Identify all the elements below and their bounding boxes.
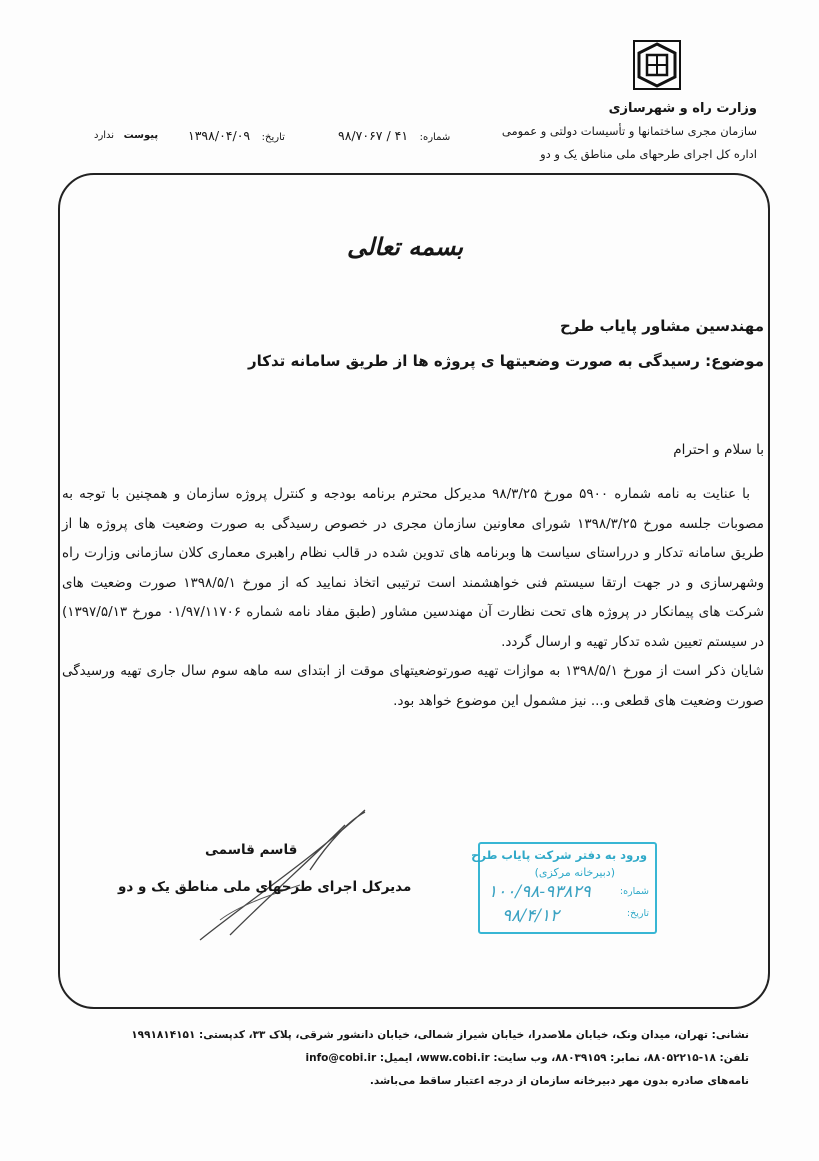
ministry-logo — [633, 40, 681, 90]
attachment-value: ندارد — [94, 130, 115, 141]
greeting: با سلام و احترام — [673, 442, 764, 458]
stamp-number-label: شماره: — [619, 886, 649, 897]
stamp-handwritten-date: ۹۸/۴/۱۲ — [502, 906, 560, 926]
date-value: ۱۳۹۸/۰۴/۰۹ — [188, 128, 251, 143]
subject-line: موضوع: رسیدگی به صورت وضعیتها ی پروژه ها از طریق سامانه تدکار — [247, 352, 764, 370]
footer-validity-notice: نامه‌های صادره بدون مهر دبیرخانه سازمان از درجه اعتبار ساقط می‌باشد. — [369, 1075, 749, 1087]
body-paragraph-1: با عنایت به نامه شماره ۵۹۰۰ مورخ ۹۸/۳/۲۵ مدیرکل محترم برنامه بودجه و کنترل پروژه سازمان و همچنین با توجه به مصوبات جلسه مورخ ۱۳۹۸/۳/۲۵ شورای معاونین سازمان مجری در خصوص رسیدگی به صورت وضعیت های پروژه ها از طریق سامانه تدکار و درراستای سیاست ها وبرنامه های تدوین شده در قالب نظام راهبری معماری کلان سازمانی وزارت راه وشهرسازی و در جهت ارتقا سیستم فنی خواهشمند است ترتیبی اتخاذ نمایید که از مورخ ۱۳۹۸/۵/۱ صورت وضعیت های شرکت های پیمانکار در پروژه های تحت نظارت آن مهندسین مشاور (طبق مفاد نامه شماره ۰۱/۹۷/۱۱۷۰۶ مورخ ۱۳۹۷/۵/۱۳) در سیستم تعیین شده تدکار تهیه و ارسال گردد. — [62, 486, 765, 650]
body-paragraph-2: شایان ذکر است از مورخ ۱۳۹۸/۵/۱ به موازات تهیه صورتوضعیتهای موقت از ابتدای سه ماهه سوم سال جاری تهیه ورسیدگی صورت وضعیت های قطعی و... نیز مشمول این موضوع خواهد بود. — [62, 663, 764, 709]
footer-contact — [306, 1052, 750, 1064]
org-organization: سازمان مجری ساختمانها و تأسیسات دولتی و عمومی — [501, 124, 757, 138]
letter-attachment — [94, 128, 158, 141]
addressee: مهندسین مشاور پایاب طرح — [559, 317, 764, 335]
signature-scrawl — [160, 800, 390, 950]
signer-name: قاسم قاسمی — [205, 842, 298, 858]
date-label: تاریخ: — [261, 132, 285, 143]
letter-date — [188, 128, 285, 143]
footer-email-link[interactable]: info@cobi.ir — [305, 1052, 377, 1064]
number-value: ۴۱ / ۹۸/۷۰۶۷ — [338, 128, 409, 143]
number-label: شماره: — [419, 132, 451, 143]
letter-body — [62, 480, 764, 716]
org-ministry: وزارت راه و شهرسازی — [608, 101, 757, 116]
bismillah-heading: بسمه تعالی — [346, 232, 464, 261]
stamp-subtitle: (دبیرخانه مرکزی) — [534, 866, 615, 879]
footer-address: نشانی: تهران، میدان ونک، خیابان ملاصدرا، خیابان شیراز شمالی، خیابان دانشور شرقی، پلاک ۳۳، کدپستی: ۱۹۹۱۸۱۴۱۵۱ — [131, 1029, 749, 1041]
attachment-label: پیوست — [123, 130, 159, 141]
footer-phone-fax: تلفن: ۱۸-۸۸۰۵۲۲۱۵، نمابر: ۸۸۰۳۹۱۵۹، وب سایت: — [493, 1052, 749, 1064]
stamp-handwritten-number: ۱۰۰/۹۸-۹۳۸۲۹ — [488, 882, 591, 902]
stamp-title: ورود به دفتر شرکت پایاب طرح — [471, 848, 647, 862]
footer-email-label: ، ایمیل: — [379, 1052, 420, 1064]
org-department: اداره کل اجرای طرحهای ملی مناطق یک و دو — [540, 147, 757, 161]
footer-website-link[interactable]: www.cobi.ir — [419, 1052, 490, 1064]
signer-title: مدیرکل اجرای طرحهای ملی مناطق یک و دو — [118, 879, 412, 895]
letter-number — [338, 128, 450, 143]
stamp-date-label: تاریخ: — [626, 908, 649, 919]
receipt-stamp — [471, 842, 657, 934]
